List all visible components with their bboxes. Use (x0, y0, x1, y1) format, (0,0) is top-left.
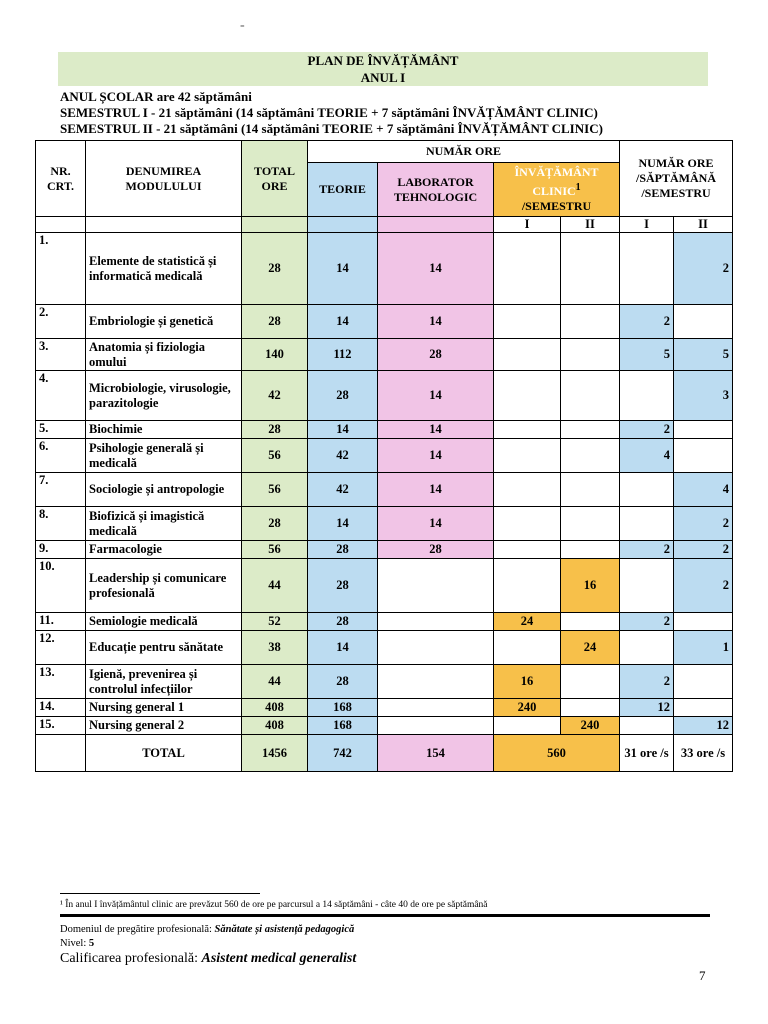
table-row (36, 507, 733, 541)
header-clinic-sem-i: I (494, 217, 561, 233)
row-week-sem-ii: 2 (674, 233, 733, 305)
semester-1-info: SEMESTRUL I - 21 săptămâni (14 săptămâni TEORIE + 7 săptămâni ÎNVĂȚĂMÂNT CLINIC) (60, 105, 598, 120)
row-week-sem-i (620, 473, 674, 507)
header-blank (378, 217, 494, 233)
row-number: 13. (36, 665, 86, 699)
header-ore-saptamana: NUMĂR ORE /SĂPTĂMÂNĂ /SEMESTRU (620, 141, 733, 217)
row-clinic-sem-ii (561, 473, 620, 507)
domeniu-line (60, 924, 354, 935)
table-row (36, 613, 733, 631)
total-teorie: 742 (308, 735, 378, 772)
header-week-sem-i: I (620, 217, 674, 233)
row-week-sem-i: 12 (620, 699, 674, 717)
row-total: 52 (242, 613, 308, 631)
header-blank (86, 217, 242, 233)
row-teorie: 14 (308, 631, 378, 665)
document-subtitle: ANUL I (360, 70, 406, 85)
row-clinic-sem-ii: 16 (561, 559, 620, 613)
row-laborator: 14 (378, 233, 494, 305)
header-blank (36, 217, 86, 233)
row-clinic-sem-i (494, 421, 561, 439)
row-week-sem-i (620, 371, 674, 421)
row-week-sem-i: 2 (620, 665, 674, 699)
row-week-sem-ii: 2 (674, 541, 733, 559)
module-name: Nursing general 1 (86, 699, 242, 717)
row-laborator (378, 631, 494, 665)
row-number: 12. (36, 631, 86, 665)
row-laborator: 14 (378, 421, 494, 439)
row-teorie: 168 (308, 699, 378, 717)
row-week-sem-i (620, 507, 674, 541)
row-number: 9. (36, 541, 86, 559)
row-week-sem-ii: 3 (674, 371, 733, 421)
row-total: 56 (242, 541, 308, 559)
footnote-rule (60, 893, 260, 894)
row-laborator (378, 613, 494, 631)
table-row (36, 421, 733, 439)
row-number: 8. (36, 507, 86, 541)
header-total: TOTAL ORE (242, 141, 308, 217)
row-number: 7. (36, 473, 86, 507)
domeniu-value: Sănătate și asistență pedagogică (214, 924, 355, 935)
footnote-marker: 1 (575, 182, 581, 193)
table-row (36, 717, 733, 735)
row-laborator: 14 (378, 305, 494, 339)
header-row-3 (36, 217, 733, 233)
row-clinic-sem-i: 24 (494, 613, 561, 631)
row-clinic-sem-ii (561, 507, 620, 541)
module-name: Semiologie medicală (86, 613, 242, 631)
table-row (36, 339, 733, 371)
row-clinic-sem-ii (561, 339, 620, 371)
row-laborator (378, 717, 494, 735)
header-week-sem-ii: II (674, 217, 733, 233)
row-teorie: 42 (308, 473, 378, 507)
module-name: Farmacologie (86, 541, 242, 559)
row-week-sem-i: 2 (620, 613, 674, 631)
row-total: 44 (242, 665, 308, 699)
row-number: 3. (36, 339, 86, 371)
header-clinic-title: ÎNVĂȚĂMÂNT CLINIC (514, 165, 599, 198)
module-name: Leadership și comunicare profesională (86, 559, 242, 613)
row-total: 28 (242, 233, 308, 305)
module-name: Igienă, prevenirea și controlul infecțiilor (86, 665, 242, 699)
row-week-sem-ii (674, 699, 733, 717)
row-number: 1. (36, 233, 86, 305)
curriculum-table (35, 140, 733, 772)
row-laborator: 14 (378, 473, 494, 507)
row-total: 28 (242, 507, 308, 541)
row-week-sem-ii: 2 (674, 507, 733, 541)
row-laborator: 28 (378, 541, 494, 559)
document-title: PLAN DE ÎNVĂȚĂMÂNT (307, 53, 459, 68)
row-week-sem-ii (674, 305, 733, 339)
module-name: Biofizică și imagistică medicală (86, 507, 242, 541)
row-laborator: 14 (378, 507, 494, 541)
header-denumire: DENUMIREA MODULULUI (86, 141, 242, 217)
module-name: Embriologie și genetică (86, 305, 242, 339)
scan-mark: - (240, 18, 245, 33)
calificare-value: Asistent medical generalist (201, 951, 357, 966)
total-clinic: 560 (494, 735, 620, 772)
row-teorie: 14 (308, 421, 378, 439)
row-teorie: 28 (308, 613, 378, 631)
row-week-sem-i: 2 (620, 541, 674, 559)
domeniu-label: Domeniul de pregătire profesională: (60, 924, 212, 935)
footnote-text: ¹ În anul I învățământul clinic are prevăzut 560 de ore pe parcursul a 14 săptămâni - câte 40 de ore pe săptămână (60, 900, 488, 910)
calificare-line (60, 951, 356, 967)
total-label: TOTAL (86, 735, 242, 772)
row-teorie: 14 (308, 507, 378, 541)
header-nr: NR. CRT. (36, 141, 86, 217)
row-number: 4. (36, 371, 86, 421)
semester-2-info: SEMESTRUL II - 21 săptămâni (14 săptămâni TEORIE + 7 săptămâni ÎNVĂȚĂMÂNT CLINIC) (60, 121, 603, 136)
header-blank (242, 217, 308, 233)
module-name: Sociologie și antropologie (86, 473, 242, 507)
row-total: 408 (242, 717, 308, 735)
row-laborator (378, 699, 494, 717)
row-total: 38 (242, 631, 308, 665)
row-clinic-sem-ii: 240 (561, 717, 620, 735)
row-week-sem-i: 5 (620, 339, 674, 371)
row-teorie: 28 (308, 541, 378, 559)
row-week-sem-i (620, 233, 674, 305)
header-laborator: LABORATOR TEHNOLOGIC (378, 163, 494, 217)
row-teorie: 42 (308, 439, 378, 473)
row-total: 28 (242, 421, 308, 439)
row-clinic-sem-ii (561, 439, 620, 473)
row-teorie: 28 (308, 665, 378, 699)
row-teorie: 112 (308, 339, 378, 371)
row-clinic-sem-ii (561, 371, 620, 421)
row-total: 140 (242, 339, 308, 371)
row-week-sem-ii (674, 421, 733, 439)
row-week-sem-i (620, 631, 674, 665)
row-week-sem-ii: 1 (674, 631, 733, 665)
total-week-sem-i: 31 ore /s (620, 735, 674, 772)
row-clinic-sem-ii (561, 421, 620, 439)
row-clinic-sem-i (494, 473, 561, 507)
nivel-line (60, 938, 94, 949)
row-clinic-sem-ii: 24 (561, 631, 620, 665)
row-week-sem-ii: 4 (674, 473, 733, 507)
row-number: 6. (36, 439, 86, 473)
total-row (36, 735, 733, 772)
total-hours: 1456 (242, 735, 308, 772)
row-laborator (378, 559, 494, 613)
row-clinic-sem-i: 16 (494, 665, 561, 699)
footer-separator (60, 914, 710, 917)
row-clinic-sem-ii (561, 305, 620, 339)
row-week-sem-ii: 12 (674, 717, 733, 735)
row-week-sem-ii (674, 439, 733, 473)
table-row (36, 233, 733, 305)
row-teorie: 14 (308, 305, 378, 339)
row-number: 5. (36, 421, 86, 439)
row-clinic-sem-ii (561, 665, 620, 699)
row-clinic-sem-i (494, 717, 561, 735)
row-week-sem-ii (674, 665, 733, 699)
nivel-value: 5 (88, 938, 95, 949)
row-clinic-sem-i (494, 233, 561, 305)
row-number: 11. (36, 613, 86, 631)
row-laborator: 14 (378, 439, 494, 473)
total-week-sem-ii: 33 ore /s (674, 735, 733, 772)
module-name: Elemente de statistică și informatică medicală (86, 233, 242, 305)
row-clinic-sem-i (494, 339, 561, 371)
table-row (36, 371, 733, 421)
header-numar-ore: NUMĂR ORE (308, 141, 620, 163)
table-row (36, 305, 733, 339)
title-band (58, 52, 708, 86)
module-name: Educație pentru sănătate (86, 631, 242, 665)
row-clinic-sem-i: 240 (494, 699, 561, 717)
row-clinic-sem-i (494, 559, 561, 613)
table-row (36, 665, 733, 699)
row-clinic-sem-i (494, 507, 561, 541)
header-blank (308, 217, 378, 233)
table-row (36, 439, 733, 473)
module-name: Anatomia și fiziologia omului (86, 339, 242, 371)
header-teorie: TEORIE (308, 163, 378, 217)
row-clinic-sem-i (494, 305, 561, 339)
table-row (36, 541, 733, 559)
row-clinic-sem-ii (561, 613, 620, 631)
row-total: 28 (242, 305, 308, 339)
row-number: 14. (36, 699, 86, 717)
row-week-sem-i: 2 (620, 305, 674, 339)
row-total: 56 (242, 439, 308, 473)
table-row (36, 559, 733, 613)
row-week-sem-ii: 5 (674, 339, 733, 371)
row-week-sem-i (620, 717, 674, 735)
row-total: 56 (242, 473, 308, 507)
row-week-sem-i: 4 (620, 439, 674, 473)
module-rows (36, 233, 733, 735)
module-name: Psihologie generală și medicală (86, 439, 242, 473)
row-clinic-sem-i (494, 439, 561, 473)
row-total: 408 (242, 699, 308, 717)
table-row (36, 631, 733, 665)
row-teorie: 28 (308, 559, 378, 613)
table-row (36, 473, 733, 507)
row-total: 44 (242, 559, 308, 613)
row-clinic-sem-i (494, 631, 561, 665)
row-laborator (378, 665, 494, 699)
row-teorie: 168 (308, 717, 378, 735)
page-number: 7 (699, 968, 706, 983)
row-number: 2. (36, 305, 86, 339)
table-row (36, 699, 733, 717)
row-clinic-sem-ii (561, 541, 620, 559)
row-week-sem-ii: 2 (674, 559, 733, 613)
row-clinic-sem-ii (561, 233, 620, 305)
module-name: Nursing general 2 (86, 717, 242, 735)
row-total: 42 (242, 371, 308, 421)
row-number: 10. (36, 559, 86, 613)
header-clinic-semestru: /SEMESTRU (521, 199, 592, 213)
header-clinic (494, 163, 620, 217)
row-clinic-sem-i (494, 541, 561, 559)
total-blank (36, 735, 86, 772)
calificare-label: Calificarea profesională: (60, 951, 198, 966)
row-number: 15. (36, 717, 86, 735)
header-clinic-sem-ii: II (561, 217, 620, 233)
row-week-sem-ii (674, 613, 733, 631)
nivel-label: Nivel: (60, 938, 87, 949)
row-week-sem-i (620, 559, 674, 613)
row-laborator: 28 (378, 339, 494, 371)
total-laborator: 154 (378, 735, 494, 772)
module-name: Microbiologie, virusologie, parazitologie (86, 371, 242, 421)
header-row-1 (36, 141, 733, 163)
row-laborator: 14 (378, 371, 494, 421)
row-week-sem-i: 2 (620, 421, 674, 439)
row-clinic-sem-i (494, 371, 561, 421)
school-year-info: ANUL ȘCOLAR are 42 săptămâni (60, 89, 252, 104)
module-name: Biochimie (86, 421, 242, 439)
row-clinic-sem-ii (561, 699, 620, 717)
row-teorie: 28 (308, 371, 378, 421)
row-teorie: 14 (308, 233, 378, 305)
